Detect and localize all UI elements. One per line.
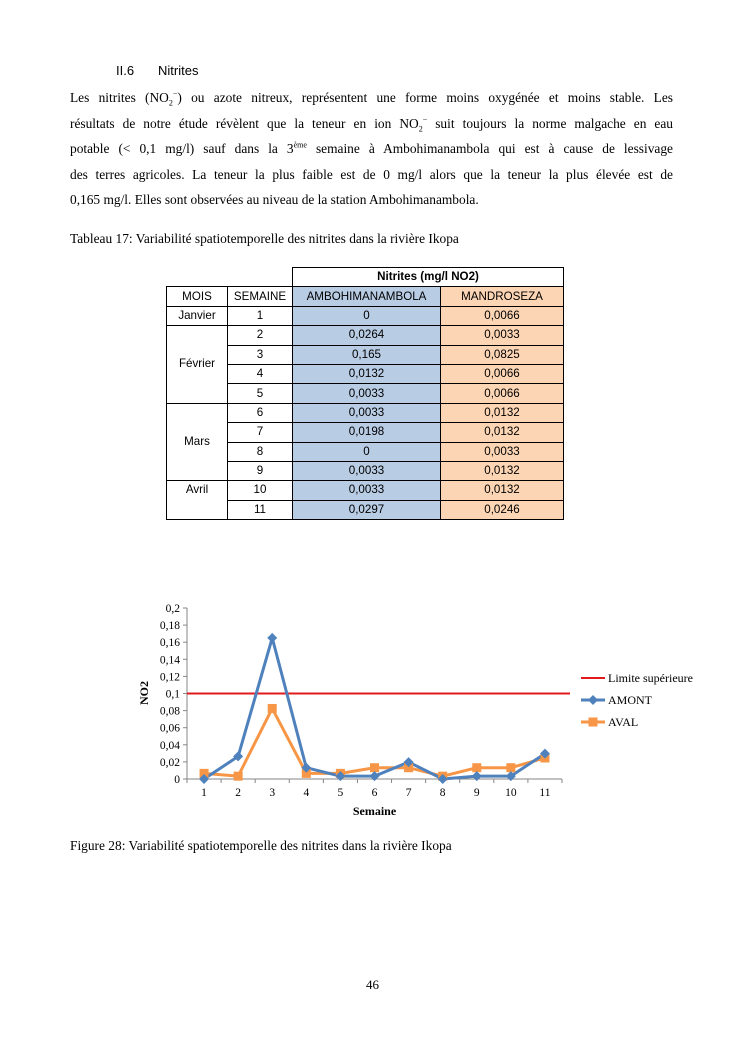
nitrites-line-chart xyxy=(0,595,745,825)
x-tick-label: 6 xyxy=(371,787,378,799)
y-tick-label: 0,08 xyxy=(159,705,180,718)
header-mois: MOIS xyxy=(167,287,228,306)
table-row: Mars 6 0,0033 0,0132 xyxy=(167,403,564,422)
table-row: 3 0,165 0,0825 xyxy=(167,345,564,364)
table-row: 5 0,0033 0,0066 xyxy=(167,384,564,403)
month-cell: Janvier xyxy=(167,306,228,325)
header-ambohimanambola: AMBOHIMANAMBOLA xyxy=(293,287,441,306)
table-group-header: Nitrites (mg/l NO2) xyxy=(293,268,564,287)
x-axis-label: Semaine xyxy=(352,804,397,818)
table-row: Janvier 1 0 0,0066 xyxy=(167,306,564,325)
y-tick-label: 0,1 xyxy=(165,688,180,701)
page-number: 46 xyxy=(366,977,379,992)
x-tick-label: 10 xyxy=(505,787,517,799)
y-tick-label: 0,12 xyxy=(159,671,180,684)
legend-marker-amont xyxy=(588,695,598,705)
table-row: 7 0,0198 0,0132 xyxy=(167,423,564,442)
table-row: 9 0,0033 0,0132 xyxy=(167,461,564,480)
figure-caption: Figure 28: Variabilité spatiotemporelle des nitrites dans la rivière Ikopa xyxy=(70,838,452,853)
month-cell: Février xyxy=(167,326,228,404)
y-tick-label: 0 xyxy=(174,774,180,786)
legend-label-aval: AVAL xyxy=(608,715,639,729)
y-tick-label: 0,18 xyxy=(159,620,180,633)
table-row: Février 2 0,0264 0,0033 xyxy=(167,326,564,345)
x-tick-label: 5 xyxy=(337,787,344,799)
body-paragraph: Les nitrites $(NO_2^-)$ ou azote nitreux, représentent une forme moins oxygénée et moins stable. Les résultats de notre étude révèlent que la teneur en ion $NO_2^-$ suit toujours la norme malgache en eau potable (< 0,1 mg/l) sauf dans la 3ème semaine à Ambohimanambola qui est à cause de lessivage des terres agricoles. La teneur la plus faible est de 0 mg/l alors que la teneur la plus élevée est de 0,165 mg/l. Elles sont observées au niveau de la station Ambohimanambola. xyxy=(70,89,673,208)
legend-label-limite: Limite supérieure xyxy=(608,671,693,685)
data-point-aval xyxy=(472,763,481,772)
nitrites-table xyxy=(166,267,564,520)
chart-legend xyxy=(581,671,693,729)
section-number: II.6 xyxy=(116,63,135,78)
data-point-amont xyxy=(472,771,482,781)
x-tick-label: 11 xyxy=(539,787,551,799)
x-tick-label: 3 xyxy=(269,787,276,799)
section-heading xyxy=(116,63,198,78)
table-row: 4 0,0132 0,0066 xyxy=(167,364,564,383)
header-mandroseza: MANDROSEZA xyxy=(441,287,564,306)
data-point-aval xyxy=(234,772,243,781)
table-row: Avril 10 0,0033 0,0132 xyxy=(167,481,564,500)
legend-marker-aval xyxy=(589,718,598,727)
x-tick-label: 2 xyxy=(235,787,242,799)
x-tick-label: 7 xyxy=(405,787,412,799)
y-tick-label: 0,16 xyxy=(159,637,180,650)
x-tick-label: 8 xyxy=(439,787,446,799)
y-axis-label: NO2 xyxy=(137,681,151,705)
month-cell: Avril xyxy=(167,481,228,520)
data-point-amont xyxy=(267,633,277,643)
x-tick-label: 1 xyxy=(201,787,207,799)
header-semaine: SEMAINE xyxy=(228,287,293,306)
y-tick-label: 0,14 xyxy=(159,654,180,667)
y-tick-label: 0,06 xyxy=(159,722,180,735)
section-title: Nitrites xyxy=(158,63,199,78)
x-tick-label: 9 xyxy=(473,787,480,799)
data-point-aval xyxy=(370,763,379,772)
x-tick-label: 4 xyxy=(303,787,310,799)
data-point-amont xyxy=(370,771,380,781)
y-tick-label: 0,04 xyxy=(159,739,180,752)
table-caption: Tableau 17: Variabilité spatiotemporelle des nitrites dans la rivière Ikopa xyxy=(70,231,459,246)
month-cell: Mars xyxy=(167,403,228,481)
y-tick-label: 0,2 xyxy=(165,603,180,615)
table-row: 8 0 0,0033 xyxy=(167,442,564,461)
table-row: 11 0,0297 0,0246 xyxy=(167,500,564,519)
data-point-aval xyxy=(268,704,277,713)
legend-label-amont: AMONT xyxy=(608,693,652,707)
series-line-amont xyxy=(204,638,545,779)
data-point-aval xyxy=(506,763,515,772)
y-tick-label: 0,02 xyxy=(159,756,180,769)
